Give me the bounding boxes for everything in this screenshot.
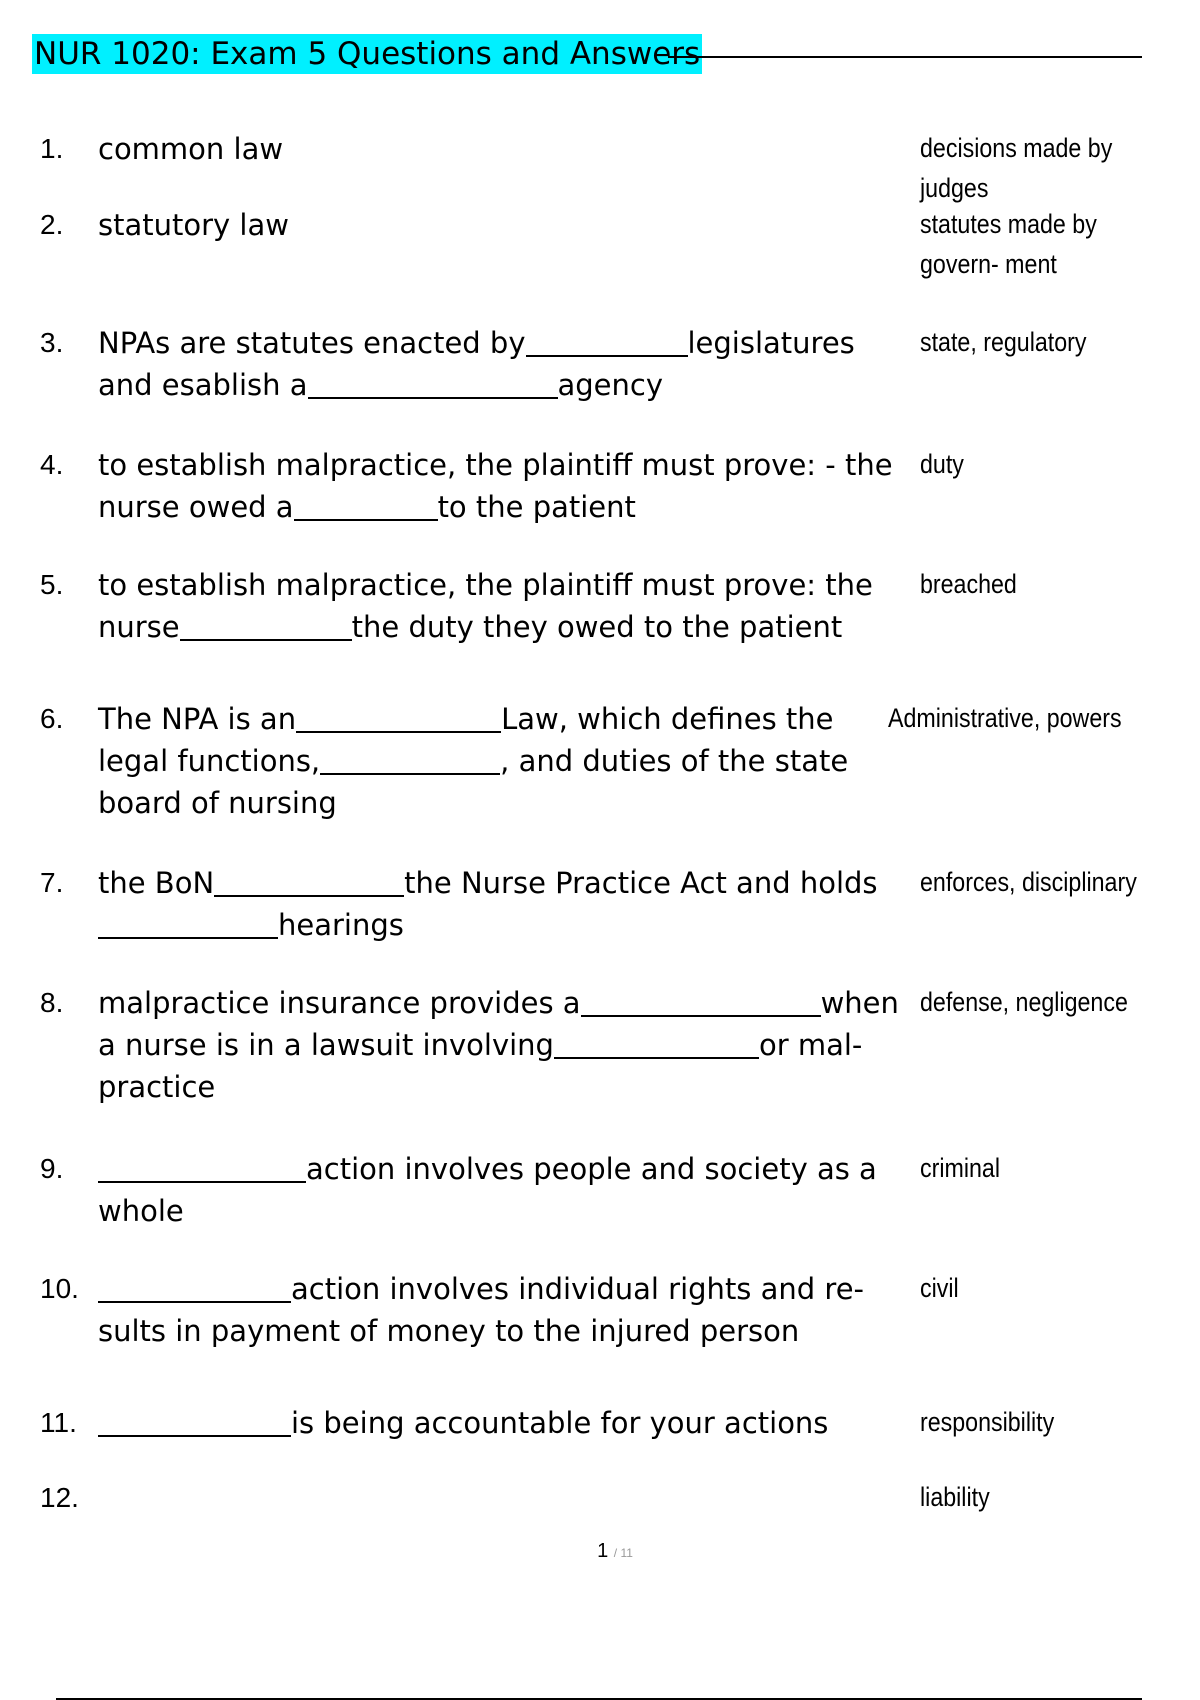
answer-text: civil xyxy=(920,1273,959,1303)
answer-text: enforces, disciplinary xyxy=(920,867,1137,897)
question-text xyxy=(98,1148,918,1232)
question-text xyxy=(98,322,918,406)
question-number: 10. xyxy=(40,1273,79,1304)
question-text xyxy=(98,698,898,824)
answer-text: Administrative, powers xyxy=(888,703,1122,733)
fill-blank xyxy=(554,1027,759,1059)
question-number: 2. xyxy=(40,209,64,240)
question-number: 6. xyxy=(40,703,64,734)
fill-blank xyxy=(214,865,404,897)
question-part: the BoN xyxy=(98,866,215,900)
fill-blank xyxy=(180,609,352,641)
title-row xyxy=(32,34,1142,74)
question-part: when a nurse is in a lawsuit involving xyxy=(98,986,899,1062)
answer-text: criminal xyxy=(920,1153,1000,1183)
question-part: is being accountable for your actions xyxy=(291,1406,829,1440)
question-text xyxy=(98,982,918,1108)
question-number: 5. xyxy=(40,569,64,600)
question-part: to establish malpractice, the plaintiff must prove: the nurse xyxy=(98,568,873,644)
fill-blank xyxy=(98,1405,291,1437)
answer-text: statutes made by govern- ment xyxy=(920,209,1097,279)
question-text xyxy=(98,444,918,528)
answer-text: decisions made by judges xyxy=(920,133,1113,203)
question-number: 3. xyxy=(40,327,64,358)
question-part: action involves individual rights and re- sults in payment of money to the injured person xyxy=(98,1272,865,1348)
question-text xyxy=(98,128,918,170)
question-part: the Nurse Practice Act and holds xyxy=(404,866,878,900)
question-part: , and duties of the state board of nursing xyxy=(98,744,849,820)
question-part: malpractice insurance provides a xyxy=(98,986,581,1020)
answer-text: duty xyxy=(920,449,964,479)
answer-text: liability xyxy=(920,1482,990,1512)
fill-blank xyxy=(526,325,688,357)
question-part: common law xyxy=(98,132,284,166)
page-current: 1 xyxy=(597,1540,609,1562)
question-part: to the patient xyxy=(437,490,636,524)
question-part: NPAs are statutes enacted by xyxy=(98,326,526,360)
title-underline xyxy=(668,56,1142,58)
question-text xyxy=(98,1402,918,1444)
question-text xyxy=(98,204,918,246)
question-part: or mal- practice xyxy=(98,1028,863,1104)
question-part: to establish malpractice, the plaintiff must prove: - the nurse owed a xyxy=(98,448,893,524)
question-number: 12. xyxy=(40,1482,79,1513)
question-text xyxy=(98,862,918,946)
answer-text: defense, negligence xyxy=(920,987,1128,1017)
fill-blank xyxy=(98,1271,291,1303)
question-part: statutory law xyxy=(98,208,289,242)
question-part: legislatures and esablish a xyxy=(98,326,855,402)
question-part: hearings xyxy=(278,908,404,942)
question-number: 9. xyxy=(40,1153,64,1184)
question-part: The NPA is an xyxy=(98,702,297,736)
answer-text: responsibility xyxy=(920,1407,1055,1437)
question-part: Law, which defines the legal functions, xyxy=(98,702,834,778)
question-text xyxy=(98,1268,918,1352)
fill-blank xyxy=(98,1151,306,1183)
fill-blank xyxy=(98,907,278,939)
page-total: / 11 xyxy=(613,1546,633,1560)
answer-text: state, regulatory xyxy=(920,327,1087,357)
question-number: 11. xyxy=(40,1407,77,1438)
fill-blank xyxy=(320,743,500,775)
question-number: 1. xyxy=(40,133,64,164)
question-number: 4. xyxy=(40,449,64,480)
question-text xyxy=(98,564,918,648)
question-number: 8. xyxy=(40,987,64,1018)
question-part: agency xyxy=(557,368,664,402)
answer-text: breached xyxy=(920,569,1017,599)
document-title: NUR 1020: Exam 5 Questions and Answers xyxy=(34,36,701,72)
page-number xyxy=(0,1540,1200,1563)
fill-blank xyxy=(308,367,558,399)
question-number: 7. xyxy=(40,867,64,898)
fill-blank xyxy=(294,489,438,521)
question-part: action involves people and society as a whole xyxy=(98,1152,877,1228)
question-part: the duty they owed to the patient xyxy=(351,610,843,644)
fill-blank xyxy=(581,985,821,1017)
fill-blank xyxy=(296,701,501,733)
